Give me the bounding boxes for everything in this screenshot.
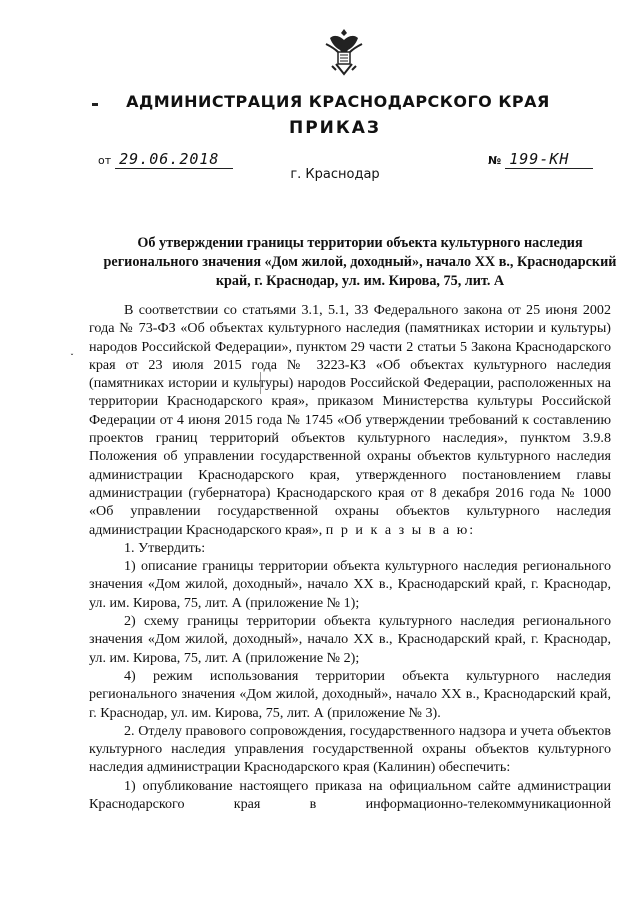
date-value: 29.06.2018 (115, 150, 233, 169)
number-prefix: № (488, 154, 502, 167)
document-title: Об утверждении границы территории объекта культурного наследия регионального значения «Дом жилой, доходный», начало XX в., Краснодарский край, г. Краснодар, ул. им. Кирова, 75, лит. А (103, 235, 617, 289)
item-1: 1. Утвердить: (124, 539, 206, 556)
document-type-heading: ПРИКАЗ (288, 118, 382, 138)
preamble-paragraph (89, 301, 611, 539)
item-1-3: 4) режим использования территории объекта культурного наследия регионального значения «Дом жилой, доходный», начало XX в., Краснодарский край, г. Краснодар, ул. им. Кирова, 75, лит. А (приложение № 3). (89, 667, 611, 721)
preamble-text: В соответствии со статьями 3.1, 5.1, 33 Федерального закона от 25 июня 2002 года № 73-ФЗ «Об объектах культурного наследия (памятниках истории и культуры) народов Российской Федерации», пунктом 29 части 2 статьи 5 Закона Краснодарского края от 23 июля 2015 года № 3223-КЗ «Об объектах культурного наследия (памятниках истории и культуры) народов Российской Федерации, расположенных на территории Краснодарского края», приказом Министерства культуры Российской Федерации от 4 июня 2015 года № 1745 «Об утверждении требований к составлению проектов границ территорий объектов культурного наследия», пунктом 3.9.8 Положения об управлении государственной охраны объектов культурного наследия администрации Краснодарского края, утвержденного постановлением главы администрации (губернатора) Краснодарского края от 8 декабря 2016 года № 1000 «Об управлении государственной охраны объектов культурного наследия администрации Краснодарского края», (89, 302, 611, 538)
item-1-2: 2) схему границы территории объекта культурного наследия регионального значения «Дом жилой, доходный», начало XX в., Краснодарский край, г. Краснодар, ул. им. Кирова, 75, лит. А (приложение № 2); (89, 613, 611, 666)
item-2: 2. Отделу правового сопровождения, государственного надзора и учета объектов культурного наследия управления государственной охраны объектов культурного наследия администрации Краснодарского края (Калинин) обеспечить: (89, 722, 611, 776)
item-2-1: 1) опубликование настоящего приказа на официальном сайте администрации Краснодарского края в информационно-телекоммуникационной (89, 777, 611, 813)
margin-mark: ˯ (70, 342, 74, 356)
document-body (89, 301, 611, 813)
preamble-order-word: п р и к а з ы в а ю: (325, 521, 476, 538)
city-line: г. Краснодар (290, 167, 380, 182)
organization-heading: АДМИНИСТРАЦИЯ КРАСНОДАРСКОГО КРАЯ (126, 92, 550, 111)
number-value: 199-КН (505, 150, 593, 169)
item-1-1: 1) описание границы территории объекта культурного наследия регионального значения «Дом жилой, доходный», начало XX в., Краснодарский край, г. Краснодар, ул. им. Кирова, 75, лит. А (приложение № 1); (89, 558, 611, 611)
date-prefix: от (98, 154, 112, 167)
coat-of-arms-icon (324, 26, 364, 76)
